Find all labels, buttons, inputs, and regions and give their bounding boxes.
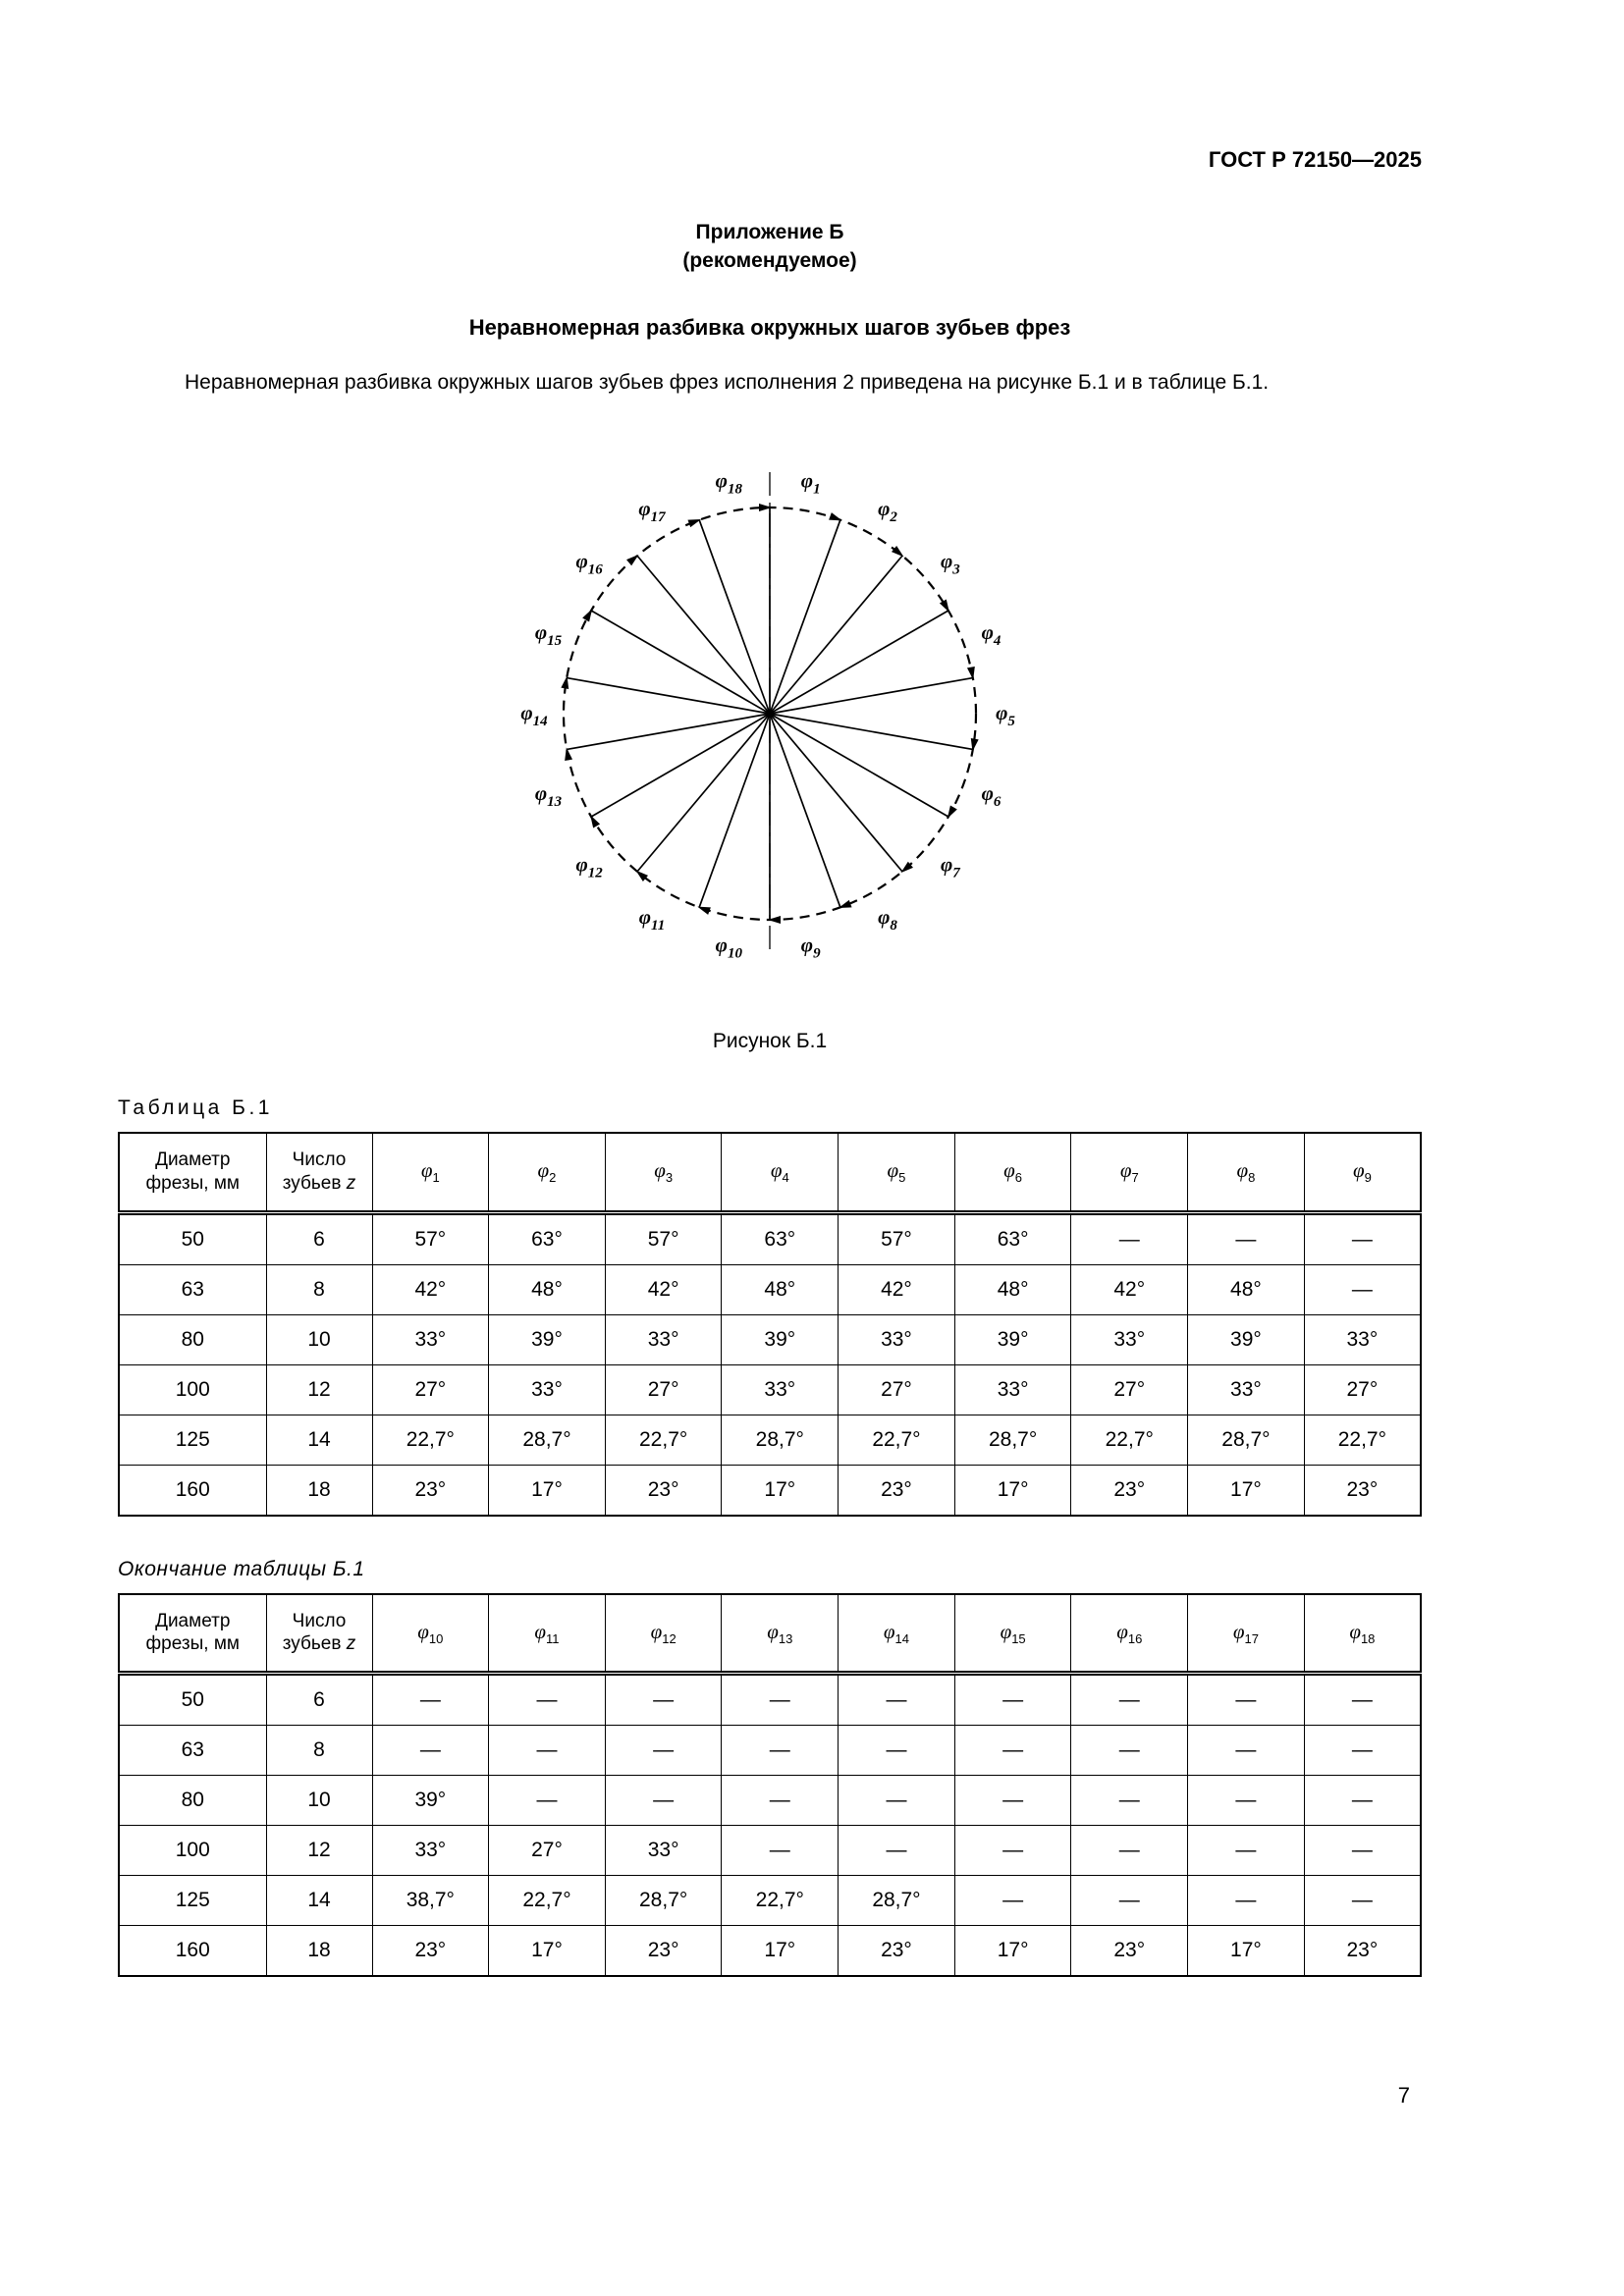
table-cell: 17° (722, 1465, 839, 1516)
table-row (119, 1314, 1421, 1364)
table-cell: 28,7° (605, 1876, 722, 1926)
col-header-phi-6: $\varphi_6$ (954, 1133, 1071, 1212)
phi-label: $\varphi_{10}$ (715, 933, 742, 962)
table-cell: 23° (1071, 1465, 1188, 1516)
col-header-phi-9: $\varphi_9$ (1304, 1133, 1421, 1212)
table-cell: 17° (489, 1465, 606, 1516)
col-header-phi-14: $\varphi_{14}$ (839, 1594, 955, 1674)
table-cell: — (1071, 1212, 1188, 1264)
col-header-phi-2: $\varphi_2$ (489, 1133, 606, 1212)
table-cell: 63° (489, 1212, 606, 1264)
col-header-phi-7: $\varphi_7$ (1071, 1133, 1188, 1212)
table-cell: 33° (839, 1314, 955, 1364)
table-cell: 33° (605, 1826, 722, 1876)
table-cell: 39° (1188, 1314, 1305, 1364)
table-cell: 38,7° (372, 1876, 489, 1926)
table-cell: — (722, 1776, 839, 1826)
table-cell: — (1071, 1876, 1188, 1926)
phi-label: $\varphi_9$ (800, 933, 821, 962)
col-header-phi-8: $\varphi_8$ (1188, 1133, 1305, 1212)
table-cell: 14 (266, 1876, 372, 1926)
table-cell: 33° (1304, 1314, 1421, 1364)
table-cell: 10 (266, 1776, 372, 1826)
table-label: Таблица Б.1 (118, 1096, 273, 1120)
col-header-phi-4: $\varphi_4$ (722, 1133, 839, 1212)
table-cell: 28,7° (489, 1415, 606, 1465)
col-header-phi-12: $\varphi_{12}$ (605, 1594, 722, 1674)
table-cell: 80 (119, 1314, 266, 1364)
phi-label: $\varphi_8$ (878, 905, 897, 934)
table-cell: 27° (839, 1364, 955, 1415)
table-cell: 63 (119, 1726, 266, 1776)
col-header-phi-1: $\varphi_1$ (372, 1133, 489, 1212)
table-cell: 39° (372, 1776, 489, 1826)
table-cell: — (489, 1674, 606, 1726)
table-cell: 23° (1304, 1465, 1421, 1516)
table-cell: 42° (372, 1264, 489, 1314)
tooth-spokes (567, 507, 973, 920)
table-row (119, 1926, 1421, 1977)
section-heading: Неравномерная разбивка окружных шагов зубьев фрез (468, 314, 1071, 340)
table-cell: — (1188, 1726, 1305, 1776)
table-cell: 33° (372, 1314, 489, 1364)
table-cell: 50 (119, 1674, 266, 1726)
table-cell: 100 (119, 1364, 266, 1415)
table-cell: 23° (1071, 1926, 1188, 1977)
col-header-phi-11: $\varphi_{11}$ (489, 1594, 606, 1674)
table-cell: 6 (266, 1212, 372, 1264)
phi-label: $\varphi_1$ (800, 468, 821, 498)
table-cell: 17° (954, 1465, 1071, 1516)
table-cell: — (489, 1726, 606, 1776)
col-header-phi-16: $\varphi_{16}$ (1071, 1594, 1188, 1674)
table-cell: 48° (489, 1264, 606, 1314)
phi-label: $\varphi_{18}$ (715, 468, 742, 498)
phi-label: $\varphi_{15}$ (534, 620, 563, 650)
col-header-phi-17: $\varphi_{17}$ (1188, 1594, 1305, 1674)
table-cell: 22,7° (839, 1415, 955, 1465)
table-header-row (119, 1133, 1421, 1212)
table-cell: — (1188, 1876, 1305, 1926)
col-header-diameter: Диаметр фрезы, мм (119, 1594, 266, 1674)
phi-label: $\varphi_3$ (940, 549, 960, 578)
table-cell: — (1071, 1674, 1188, 1726)
table-cell: 160 (119, 1465, 266, 1516)
table-cell: 27° (489, 1826, 606, 1876)
table-cell: — (1304, 1674, 1421, 1726)
table-row (119, 1415, 1421, 1465)
col-header-phi-13: $\varphi_{13}$ (722, 1594, 839, 1674)
table-cell: 33° (489, 1364, 606, 1415)
table-cell: 39° (954, 1314, 1071, 1364)
phi-label: $\varphi_7$ (940, 852, 960, 881)
table-cell: 42° (839, 1264, 955, 1314)
table-cell: — (1304, 1726, 1421, 1776)
table-cell: 63° (954, 1212, 1071, 1264)
table-cell: 57° (372, 1212, 489, 1264)
table-cell: 22,7° (605, 1415, 722, 1465)
figure-caption: Рисунок Б.1 (712, 1030, 828, 1053)
table-cell: 22,7° (1304, 1415, 1421, 1465)
table-cell: — (1071, 1826, 1188, 1876)
table-cell: 33° (372, 1826, 489, 1876)
table-cell: 23° (1304, 1926, 1421, 1977)
table-row (119, 1826, 1421, 1876)
table-cell: — (1304, 1826, 1421, 1876)
intro-paragraph: Неравномерная разбивка окружных шагов зубьев фрез исполнения 2 приведена на рисунке Б.1 и в таблице Б.1. (185, 370, 1270, 394)
col-header-phi-10: $\varphi_{10}$ (372, 1594, 489, 1674)
table-cell: 33° (605, 1314, 722, 1364)
table-row (119, 1212, 1421, 1264)
table-cell: 28,7° (954, 1415, 1071, 1465)
table-cell: 22,7° (1071, 1415, 1188, 1465)
table-cell: — (605, 1776, 722, 1826)
col-header-teeth-count: Число зубьев z (266, 1133, 372, 1212)
doc-number: ГОСТ Р 72150—2025 (1208, 147, 1422, 172)
table-cell: — (722, 1674, 839, 1726)
table-cell: — (489, 1776, 606, 1826)
phi-label: $\varphi_{14}$ (520, 701, 548, 730)
phi-label: $\varphi_4$ (981, 620, 1001, 650)
table-cell: 42° (1071, 1264, 1188, 1314)
table-row (119, 1776, 1421, 1826)
table-cell: — (372, 1726, 489, 1776)
table-cell: — (1188, 1212, 1305, 1264)
col-header-phi-18: $\varphi_{18}$ (1304, 1594, 1421, 1674)
table-cell: 27° (372, 1364, 489, 1415)
table-cell: 39° (489, 1314, 606, 1364)
table-cell: — (1188, 1776, 1305, 1826)
table-cell: — (1071, 1726, 1188, 1776)
table-cell: 33° (1071, 1314, 1188, 1364)
appendix-label: Приложение Б (695, 221, 844, 243)
table-cell: 33° (954, 1364, 1071, 1415)
table-cell: 125 (119, 1876, 266, 1926)
page-number: 7 (1397, 2083, 1410, 2108)
phi-label: $\varphi_{12}$ (575, 852, 603, 881)
table-cell: 39° (722, 1314, 839, 1364)
table-cell: — (954, 1776, 1071, 1826)
table-cell: — (954, 1726, 1071, 1776)
table-cell: 28,7° (839, 1876, 955, 1926)
table-cell: 23° (372, 1926, 489, 1977)
table-cell: 27° (1071, 1364, 1188, 1415)
table-cell: — (954, 1876, 1071, 1926)
table-cell: 6 (266, 1674, 372, 1726)
table-b1-part2 (118, 1593, 1422, 1978)
table-cell: 28,7° (722, 1415, 839, 1465)
table-cell: 23° (372, 1465, 489, 1516)
table-continuation-label: Окончание таблицы Б.1 (118, 1557, 365, 1580)
col-header-diameter: Диаметр фрезы, мм (119, 1133, 266, 1212)
col-header-phi-15: $\varphi_{15}$ (954, 1594, 1071, 1674)
table-cell: 17° (954, 1926, 1071, 1977)
table-row (119, 1364, 1421, 1415)
appendix-kind: (рекомендуемое) (682, 249, 857, 273)
table-cell: 17° (489, 1926, 606, 1977)
table-cell: — (372, 1674, 489, 1726)
table-cell: 63 (119, 1264, 266, 1314)
phi-label: $\varphi_2$ (878, 497, 897, 526)
cutter-pitch-diagram (426, 447, 1113, 1001)
table-cell: — (839, 1726, 955, 1776)
table-cell: — (722, 1726, 839, 1776)
table-cell: 14 (266, 1415, 372, 1465)
table-row (119, 1465, 1421, 1516)
table-cell: 23° (605, 1465, 722, 1516)
table-cell: — (1304, 1264, 1421, 1314)
table-cell: 48° (954, 1264, 1071, 1314)
table-cell: 17° (722, 1926, 839, 1977)
table-cell: 125 (119, 1415, 266, 1465)
table-cell: 160 (119, 1926, 266, 1977)
table-cell: 100 (119, 1826, 266, 1876)
table-cell: 23° (839, 1926, 955, 1977)
table-cell: 8 (266, 1726, 372, 1776)
table-cell: — (722, 1826, 839, 1876)
table-cell: 12 (266, 1364, 372, 1415)
table-cell: 22,7° (489, 1876, 606, 1926)
phi-label: $\varphi_5$ (996, 701, 1015, 730)
table-cell: 10 (266, 1314, 372, 1364)
table-row (119, 1674, 1421, 1726)
table-cell: 18 (266, 1926, 372, 1977)
table-cell: — (954, 1674, 1071, 1726)
table-cell: — (954, 1826, 1071, 1876)
table-cell: 18 (266, 1465, 372, 1516)
table-cell: 8 (266, 1264, 372, 1314)
table-cell: 22,7° (722, 1876, 839, 1926)
table-cell: — (839, 1674, 955, 1726)
table-cell: — (1304, 1776, 1421, 1826)
table-cell: 33° (722, 1364, 839, 1415)
table-row (119, 1726, 1421, 1776)
table-cell: 80 (119, 1776, 266, 1826)
table-cell: 27° (605, 1364, 722, 1415)
figure-b1 (118, 447, 1422, 1006)
table-row (119, 1876, 1421, 1926)
table-cell: 33° (1188, 1364, 1305, 1415)
table-cell: 48° (722, 1264, 839, 1314)
table-cell: — (605, 1674, 722, 1726)
table-cell: 28,7° (1188, 1415, 1305, 1465)
table-header-row (119, 1594, 1421, 1674)
phi-label: $\varphi_6$ (981, 781, 1001, 811)
table-cell: — (1071, 1776, 1188, 1826)
table-cell: 57° (839, 1212, 955, 1264)
table-cell: 23° (605, 1926, 722, 1977)
table-cell: — (1188, 1674, 1305, 1726)
table-cell: 48° (1188, 1264, 1305, 1314)
table-cell: — (1304, 1212, 1421, 1264)
table-cell: 42° (605, 1264, 722, 1314)
table-cell: 63° (722, 1212, 839, 1264)
table-cell: 27° (1304, 1364, 1421, 1415)
table-cell: 23° (839, 1465, 955, 1516)
table-cell: — (1188, 1826, 1305, 1876)
table-row (119, 1264, 1421, 1314)
col-header-phi-3: $\varphi_3$ (605, 1133, 722, 1212)
phi-label: $\varphi_{11}$ (638, 905, 666, 934)
table-cell: 22,7° (372, 1415, 489, 1465)
table-cell: — (1304, 1876, 1421, 1926)
table-cell: — (605, 1726, 722, 1776)
phi-label: $\varphi_{16}$ (575, 549, 603, 578)
table-cell: 17° (1188, 1926, 1305, 1977)
table-b1-part1 (118, 1132, 1422, 1517)
table-cell: 57° (605, 1212, 722, 1264)
col-header-phi-5: $\varphi_5$ (839, 1133, 955, 1212)
phi-label: $\varphi_{17}$ (638, 497, 666, 526)
col-header-teeth-count: Число зубьев z (266, 1594, 372, 1674)
table-cell: — (839, 1826, 955, 1876)
table-cell: — (839, 1776, 955, 1826)
table-cell: 12 (266, 1826, 372, 1876)
table-cell: 17° (1188, 1465, 1305, 1516)
table-cell: 50 (119, 1212, 266, 1264)
phi-label: $\varphi_{13}$ (534, 781, 563, 811)
